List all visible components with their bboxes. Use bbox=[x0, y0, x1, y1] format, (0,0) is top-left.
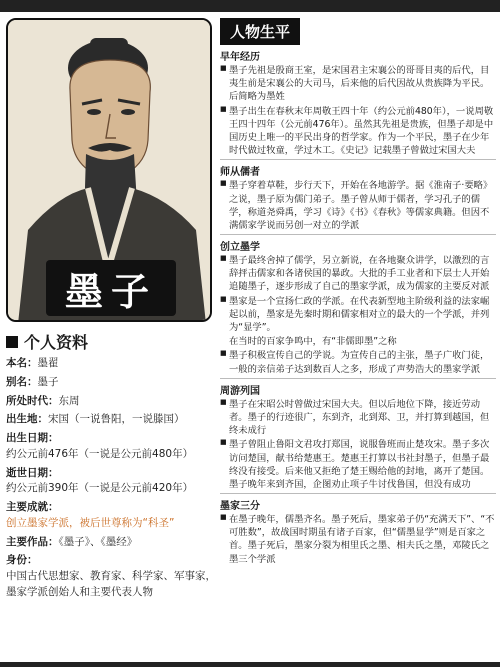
personal-info bbox=[6, 356, 216, 601]
info-heading bbox=[6, 330, 216, 353]
info-heading-text: 个人资料 bbox=[24, 333, 89, 352]
divider bbox=[220, 378, 496, 379]
section-paragraph: ■ 墨子曾阻止鲁阳文君攻打郑国，说服鲁班而止楚攻宋。墨子多次访问楚国，献书给楚惠王。楚惠王打算以书社封墨子，但墨子最终没有接受。后来他又拒绝了楚王赐给他的封地，离开了楚国。墨子晚年来到齐国，企图劝止项子牛讨伐鲁国，但没有成功 bbox=[220, 438, 496, 491]
divider bbox=[220, 234, 496, 235]
section-title: 创立墨学 bbox=[220, 242, 260, 254]
bottom-bar bbox=[0, 662, 500, 667]
portrait bbox=[6, 18, 212, 322]
info-row-death-date: 逝世日期： 约公元前390年（一说是公元前420年） bbox=[6, 466, 194, 495]
info-row-works: 主要作品：《墨子》、《墨经》 bbox=[6, 535, 138, 548]
section-title: 周游列国 bbox=[220, 385, 260, 397]
section-paragraph: ■ 在墨子晚年，儒墨齐名。墨子死后，墨家弟子仍“充满天下”、“不可胜数”，故战国时期虽有诸子百家，但“儒墨显学”则是百家之首。墨子死后，墨家分裂为相里氏之墨、相夫氏之墨，邓陵氏之墨三个学派 bbox=[220, 513, 496, 566]
divider bbox=[220, 159, 496, 160]
section-title: 师从儒者 bbox=[220, 167, 260, 179]
section-paragraph: ■ 墨子最终舍掉了儒学，另立新说，在各地聚众讲学，以激烈的言辞抨击儒家和各诸侯国的暴政。大批的手工业者和下层士人开始追随墨子，逐步形成了自己的墨家学派，成为儒家的主要反对派 bbox=[220, 254, 496, 294]
info-row-birth-date: 出生日期： 约公元前476年（一说是公元前480年） bbox=[6, 432, 194, 460]
info-row-era: 所处时代：东周 bbox=[6, 394, 80, 407]
section-paragraph: ■ 墨子先祖是殷商王室，是宋国君主宋襄公的哥哥目夷的后代，目夷生前是宋襄公的大司马，后来他的后代因故从贵族降为平民。后简略为墨姓 bbox=[220, 64, 496, 104]
section-title: 墨家三分 bbox=[220, 501, 260, 513]
top-bar bbox=[0, 0, 500, 12]
info-row-achievements: 主要成就： 创立墨家学派，被后世尊称为“科圣” bbox=[6, 501, 175, 529]
right-column bbox=[220, 18, 496, 566]
section-paragraph: ■ 墨家是一个宣扬仁政的学派。在代表新型地主阶级利益的法家崛起以前，墨家是先秦时期和儒家相对立的最大的一个学派，并列为“显学”。 bbox=[220, 295, 496, 335]
section-paragraph: ■ 墨子积极宣传自己的学说。为宣传自己的主张，墨子广收门徒，一般的亲信弟子达到数百人之多，形成了声势浩大的墨家学派 bbox=[220, 349, 496, 375]
section-paragraph: ■ 墨子在宋昭公时曾做过宋国大夫。但以后地位下降，接近劳动者。墨子的行迹很广，东到齐，北到郑、卫，并打算到越国，但终未成行 bbox=[220, 398, 496, 438]
section-paragraph: 在当时的百家争鸣中，有“非儒即墨”之称 bbox=[229, 336, 397, 348]
section-paragraph: ■ 墨子穿着草鞋，步行天下，开始在各地游学。据《淮南子·要略》之说，墨子原为儒门弟子。墨子曾从师于儒者，学习孔子的儒学，称道尧舜禹，学习《诗》《书》《春秋》等儒家典籍。但因不满儒家学说而另创一对立的学派 bbox=[220, 179, 496, 232]
info-row-identity: 身份： 中国古代思想家、教育家、科学家、军事家，墨家学派创始人和主要代表人物 bbox=[6, 554, 216, 598]
section-paragraph: ■ 墨子出生在春秋末年周敬王四十年（约公元前480年），一说周敬王四十四年（公元前476年）。虽然其先祖是贵族，但墨子却是中国历史上唯一的平民出身的哲学家。作为一个平民，墨子在少年时代做过牧童，学过木工。《史记》记载墨子曾做过宋国大夫 bbox=[220, 105, 496, 158]
portrait-name: 墨子 bbox=[64, 268, 157, 314]
square-bullet-icon bbox=[6, 336, 18, 348]
divider bbox=[220, 493, 496, 494]
info-row-birthplace: 出生地：宋国（一说鲁阳，一说滕国） bbox=[6, 413, 185, 426]
name-block bbox=[46, 260, 176, 316]
info-row-real-name: 本名：墨翟 bbox=[6, 357, 59, 369]
bio-title: 人物生平 bbox=[220, 18, 300, 45]
info-row-alias: 别名：墨子 bbox=[6, 375, 59, 388]
section-title: 早年经历 bbox=[220, 52, 260, 63]
left-column bbox=[6, 18, 216, 601]
